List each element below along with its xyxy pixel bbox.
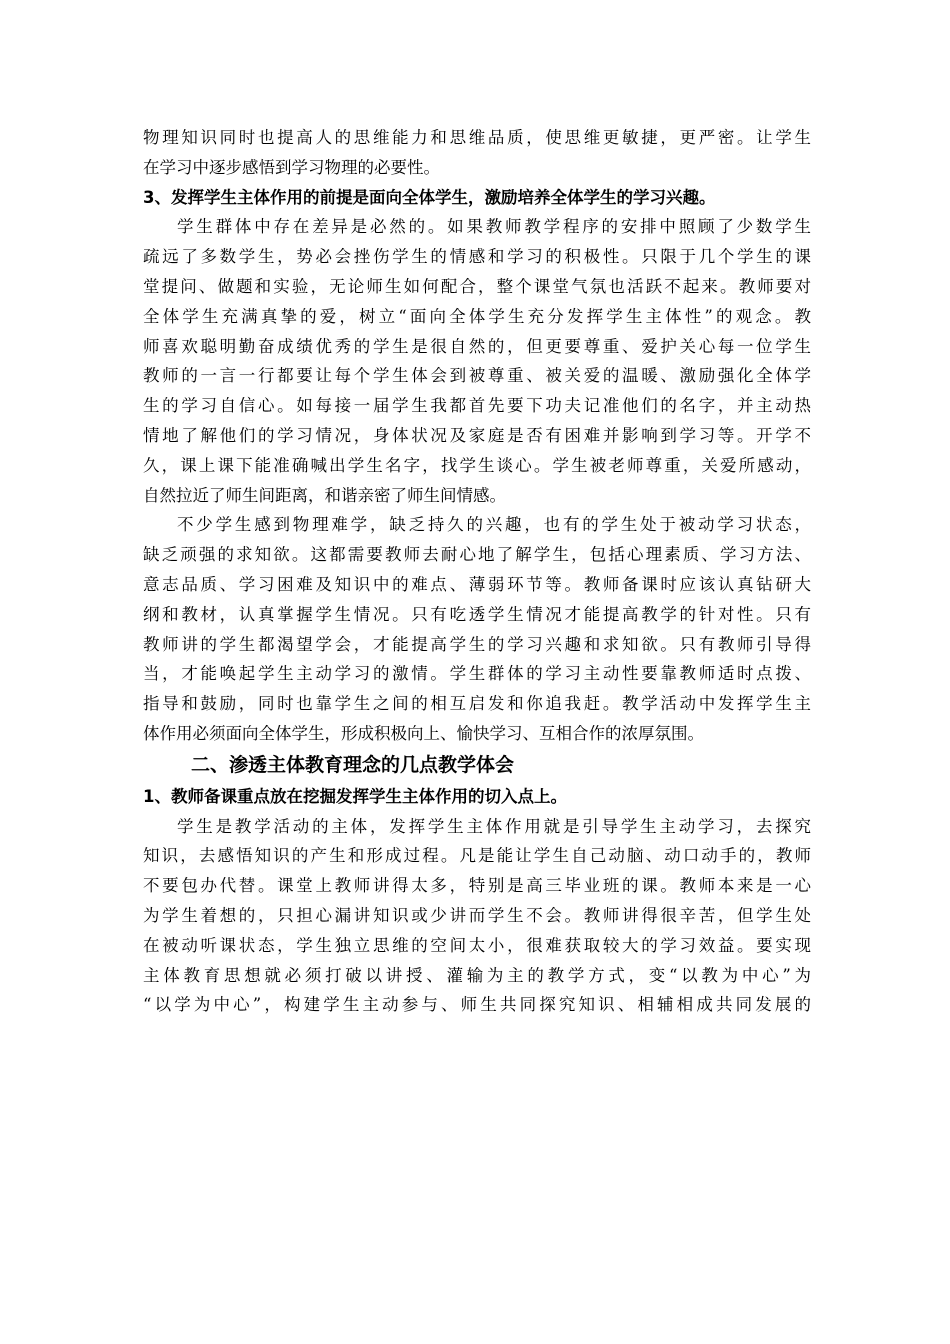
- text-line: 纲和教材，认真掌握学生情况。只有吃透学生情况才能提高教学的针对性。只有: [143, 604, 811, 624]
- text-line: 情地了解他们的学习情况，身体状况及家庭是否有困难并影响到学习等。开学不: [143, 425, 811, 445]
- text-line: 在学习中逐步感悟到学习物理的必要性。: [143, 157, 440, 177]
- text-line: 疏远了多数学生，势必会挫伤学生的情感和学习的积极性。只限于几个学生的课: [143, 247, 811, 267]
- text-line: 体作用必须面向全体学生，形成积极向上、愉快学习、互相合作的浓厚氛围。: [143, 723, 704, 743]
- text-line: 自然拉近了师生间距离，和谐亲密了师生间情感。: [143, 485, 506, 505]
- text-line: 生的学习自信心。如每接一届学生我都首先要下功夫记准他们的名字，并主动热: [143, 396, 811, 416]
- text-line: 学生是教学活动的主体，发挥学生主体作用就是引导学生主动学习，去探究: [177, 816, 811, 836]
- text-line: 师喜欢聪明勤奋成绩优秀的学生是很自然的，但更要尊重、爱护关心每一位学生: [143, 336, 811, 356]
- text-line: 不少学生感到物理难学，缺乏持久的兴趣，也有的学生处于被动学习状态，: [177, 515, 811, 535]
- text-line: 久，课上课下能准确喊出学生名字，找学生谈心。学生被老师尊重，关爱所感动，: [143, 455, 811, 475]
- section-heading: 二、渗透主体教育理念的几点教学体会: [191, 753, 515, 776]
- text-line: 指导和鼓励，同时也靠学生之间的相互启发和你追我赶。教学活动中发挥学生主: [143, 694, 811, 714]
- text-line: 教师讲的学生都渴望学会，才能提高学生的学习兴趣和求知欲。只有教师引导得: [143, 634, 811, 654]
- document-page: [143, 123, 811, 1020]
- subheading: 1、教师备课重点放在挖掘发挥学生主体作用的切入点上。: [143, 786, 567, 806]
- text-line: 教师的一言一行都要让每个学生体会到被尊重、被关爱的温暖、激励强化全体学: [143, 366, 811, 386]
- subheading: 3、发挥学生主体作用的前提是面向全体学生，激励培养全体学生的学习兴趣。: [143, 187, 716, 207]
- text-line: 知识，去感悟知识的产生和形成过程。凡是能让学生自己动脑、动口动手的，教师: [143, 846, 811, 866]
- text-line: 为学生着想的，只担心漏讲知识或少讲而学生不会。教师讲得很辛苦，但学生处: [143, 905, 811, 925]
- text-line: 学生群体中存在差异是必然的。如果教师教学程序的安排中照顾了少数学生: [177, 217, 811, 237]
- text-line: 物理知识同时也提高人的思维能力和思维品质，使思维更敏捷，更严密。让学生: [143, 128, 811, 147]
- text-line: 在被动听课状态，学生独立思维的空间太小，很难获取较大的学习效益。要实现: [143, 935, 811, 955]
- text-line: 缺乏顽强的求知欲。这都需要教师去耐心地了解学生，包括心理素质、学习方法、: [143, 545, 811, 565]
- text-line: “以学为中心”，构建学生主动参与、师生共同探究知识、相辅相成共同发展的: [143, 995, 811, 1015]
- text-line: 主体教育思想就必须打破以讲授、灌输为主的教学方式，变“以教为中心”为: [143, 965, 811, 985]
- text-line: 当，才能唤起学生主动学习的激情。学生群体的学习主动性要靠教师适时点拨、: [143, 664, 811, 684]
- text-line: 不要包办代替。课堂上教师讲得太多，特别是高三毕业班的课。教师本来是一心: [143, 876, 811, 896]
- text-line: 堂提问、做题和实验，无论师生如何配合，整个课堂气氛也活跃不起来。教师要对: [143, 276, 811, 296]
- text-line: 全体学生充满真挚的爱，树立“面向全体学生充分发挥学生主体性”的观念。教: [143, 306, 811, 326]
- text-line: 意志品质、学习困难及知识中的难点、薄弱环节等。教师备课时应该认真钻研大: [143, 574, 811, 594]
